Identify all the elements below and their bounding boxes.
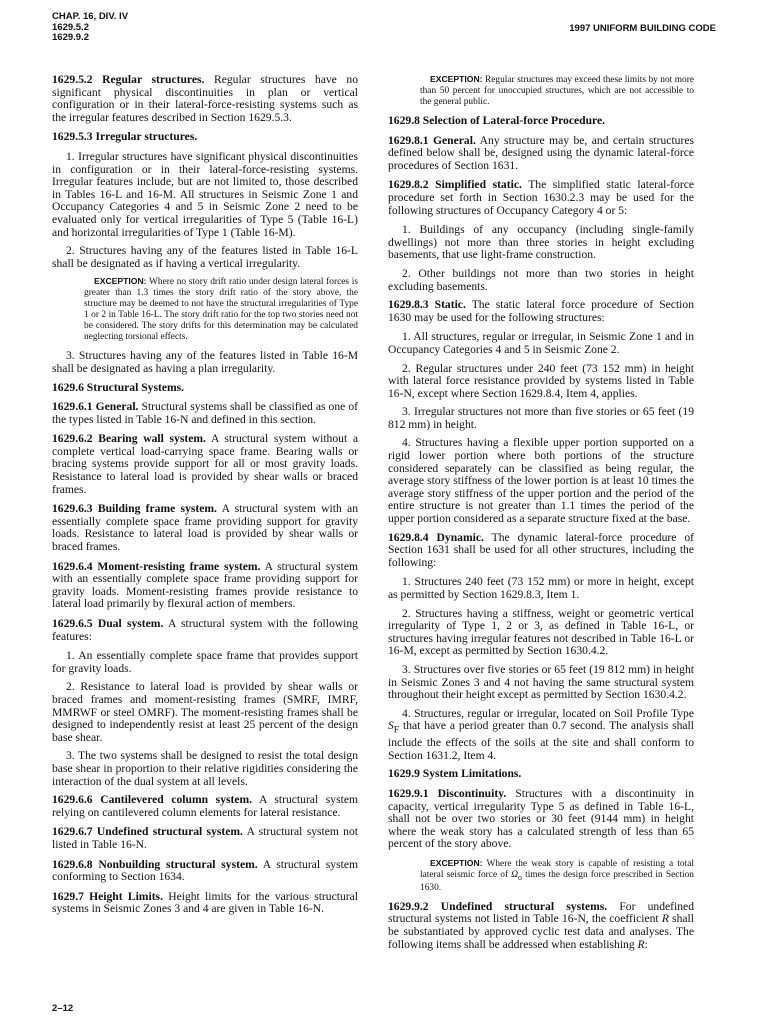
section-body: A structural system with an essentially complete space frame providing support for gravity loads. Resistance to lateral load is provided by shear walls or braced frames. (52, 502, 358, 554)
section-heading: 1629.8.3 Static. (388, 298, 466, 312)
section-heading: 1629.6.2 Bearing wall system. (52, 432, 206, 446)
section-body: For undefined structural systems not listed in Table 16-N, the coefficient (388, 899, 694, 926)
section-heading: 1629.8.4 Dynamic. (388, 530, 484, 544)
list-item: 3. Structures having any of the features listed in Table 16-M shall be designated as having a plan irregularity. (52, 349, 358, 375)
section-heading: 1629.6.5 Dual system. (52, 617, 164, 630)
section-1629-6-3 (52, 503, 358, 553)
header-section-start: 1629.5.2 (52, 21, 89, 33)
omega-subscript: o (518, 872, 522, 882)
section-body: A structural system conforming to Section 1634. (52, 857, 358, 884)
item-text: 4. Structures, regular or irregular, located on Soil Profile Type (402, 706, 694, 720)
list-item: 2. Structures having a stiffness, weight or geometric vertical irregularity of Type 1, 2 or 3, as defined in Table 16-L, or structures having irregular features not described in Table 16-L or 16-M, except as permitted by Section 1630.4.2. (388, 606, 694, 658)
list-item: 2. Structures having any of the features listed in Table 16-L shall be designated as if having a vertical irregularity. (52, 244, 358, 270)
list-item: 3. The two systems shall be designed to resist the total design base shear in proportion to their relative rigidities considering the interaction of the dual system at all levels. (52, 749, 358, 788)
r-symbol: R (661, 912, 669, 926)
soil-profile-subscript: F (393, 724, 400, 736)
exception-text: Where no story drift ratio under design lateral forces is greater than 1.3 times the story drift ratio of the story above, the structure may be deemed to not have the structural irregularities of Type 1 or 2 in Table 16-L. The story drift ratio for the top two stories need not be considered. The story drifts for this determination may be calculated neglecting torsional effects. (84, 277, 358, 343)
section-1629-6-1 (52, 401, 358, 426)
section-heading: 1629.6.8 Nonbuilding structural system. (52, 857, 258, 871)
section-1629-8-heading: 1629.8 Selection of Lateral-force Procedure. (388, 114, 605, 127)
section-heading: 1629.6.7 Undefined structural system. (52, 825, 243, 839)
exception-text: times the design force prescribed in Section 1630. (420, 870, 694, 893)
section-body: : (644, 937, 648, 951)
section-heading: 1629.6.4 Moment-resisting frame system. (52, 559, 261, 573)
section-body: A structural system with an essentially complete space frame providing support for gravity loads. Moment-resisting frames provide resistance to lateral load primarily by flexural action of members. (52, 559, 358, 611)
section-body: The dynamic lateral-force procedure of Section 1631 shall be used for all other structures, including the following: (388, 530, 694, 569)
list-item: 1. Buildings of any occupancy (including single-family dwellings) not more than three stories in height excluding basements, that use light-frame construction. (388, 223, 694, 262)
header-code-title: 1997 UNIFORM BUILDING CODE (569, 23, 716, 34)
section-1629-5-2 (52, 74, 358, 124)
section-body: A structural system with the following features: (52, 617, 358, 643)
list-item (388, 708, 694, 763)
section-body: The static lateral force procedure of Section 1630 may be used for the following structures: (388, 298, 694, 324)
section-body: Height limits for the various structural systems in Seismic Zones 3 and 4 are given in Table 16-N. (52, 889, 358, 916)
exception-text: Regular structures may exceed these limits by not more than 50 percent for unoccupied structures, which are not accessible to the general public. (420, 75, 694, 107)
header-section-end: 1629.9.2 (52, 32, 89, 43)
section-heading: 1629.6.1 General. (52, 400, 139, 414)
section-body: shall be substantiated by approved cyclic test data and analyses. The following items shall be addressed when establishing (388, 912, 694, 951)
section-1629-9-1 (388, 788, 694, 851)
section-1629-6-4 (52, 561, 358, 611)
section-1629-6-2 (52, 433, 358, 496)
section-body: A structural system relying on cantilevered column elements for lateral resistance. (52, 793, 358, 819)
page-number: 2–12 (52, 1003, 74, 1014)
list-item: 1. Irregular structures have significant physical discontinuities in configuration or in their lateral-force-resisting systems. Irregular features include, but are not limited to, those described in Tables 16-L and 16-M. All structures in Seismic Zone 1 and Occupancy Categories 4 and 5 in Seismic Zone 2 need to be evaluated only for vertical irregularities of Type 5 (Table 16-L) and horizontal irregularities of Type 1 (Table 16-M). (52, 149, 358, 239)
section-heading: 1629.7 Height Limits. (52, 889, 163, 903)
header-chapter: CHAP. 16, DIV. IV (52, 11, 129, 22)
list-item: 2. Regular structures under 240 feet (73 152 mm) in height with lateral force resistance provided by systems listed in Table 16-N, except where Section 1629.8.4, Item 4, applies. (388, 361, 694, 400)
section-heading: 1629.8.1 General. (388, 133, 476, 147)
right-column (388, 74, 694, 958)
exception-note (84, 276, 358, 343)
exception-text: Where the weak story is capable of resisting a total lateral seismic force of (420, 859, 694, 880)
page-header (52, 12, 716, 52)
section-1629-6-6 (52, 794, 358, 819)
section-1629-9-heading: 1629.9 System Limitations. (388, 767, 522, 781)
section-1629-7 (52, 891, 358, 916)
section-heading: 1629.9.2 Undefined structural systems. (388, 899, 608, 913)
section-heading: 1629.5.2 Regular structures. (52, 73, 205, 86)
list-item: 3. Irregular structures not more than five stories or 65 feet (19 812 mm) in height. (388, 405, 694, 431)
list-item: 4. Structures having a flexible upper portion supported on a rigid lower portion where both portions of the structure considered separately can be classified as being regular, the average story stiffness of the lower portion is at least 10 times the average story stiffness of the upper portion and the period of the entire structure is not greater than 1.1 times the period of the upper portion considered as a separate structure fixed at the base. (388, 436, 694, 526)
section-body: Structures with a discontinuity in capacity, vertical irregularity Type 5 as defined in Table 16-L, shall not be over two stories or 30 feet (9144 mm) in height where the weak story has a calculated strength of less than 65 percent of the story above. (388, 787, 695, 851)
section-1629-9-2 (388, 901, 694, 951)
section-1629-8-1 (388, 135, 694, 173)
section-heading: 1629.6.6 Cantilevered column system. (52, 793, 253, 807)
section-heading: 1629.9.1 Discontinuity. (388, 787, 507, 801)
section-heading: 1629.8.2 Simplified static. (388, 178, 522, 192)
list-item: 2. Resistance to lateral load is provided by shear walls or braced frames and moment-resisting frames (SMRF, IMRF, MMRWF or steel OMRF). The moment-resisting frames shall be designed to independently resist at least 25 percent of the design base shear. (52, 680, 358, 744)
list-item: 1. Structures 240 feet (73 152 mm) or more in height, except as permitted by Section 1629.8.3, Item 1. (388, 575, 694, 601)
list-item: 3. Structures over five stories or 65 feet (19 812 mm) in height in Seismic Zones 3 and 4 not having the same structural system throughout their height except as permitted by Section 1630.4.2. (388, 662, 694, 702)
item-text: that have a period greater than 0.7 second. The analysis shall include the effects of the soils at the site and shall conform to Section 1631.2, Item 4. (388, 719, 694, 762)
omega-symbol: Ω (511, 870, 519, 880)
header-chapter-block (52, 12, 128, 44)
left-column (52, 74, 358, 923)
list-item: 2. Other buildings not more than two stories in height excluding basements. (388, 266, 694, 293)
section-1629-6-7 (52, 826, 358, 851)
section-1629-6-heading: 1629.6 Structural Systems. (52, 380, 185, 394)
exception-note (420, 858, 694, 894)
section-1629-6-8 (52, 859, 358, 884)
r-symbol: R (637, 937, 645, 951)
exception-note (420, 74, 694, 108)
section-body: A structural system without a complete vertical load-carrying space frame. Bearing walls or bracing systems provide support for all or most gravity loads. Resistance to lateral load is provided by shear walls or braced frames. (52, 432, 358, 496)
section-body: Structural systems shall be classified as one of the types listed in Table 16-N and defined in this section. (52, 400, 358, 426)
section-1629-8-3 (388, 299, 694, 324)
list-item: 1. All structures, regular or irregular, in Seismic Zone 1 and in Occupancy Categories 4 and 5 in Seismic Zone 2. (388, 330, 694, 356)
section-1629-5-3-heading: 1629.5.3 Irregular structures. (52, 130, 198, 144)
section-1629-8-4 (388, 532, 694, 570)
exception-label: EXCEPTION: (430, 74, 483, 84)
section-body: The simplified static lateral-force procedure set forth in Section 1630.2.3 may be used for the following structures of Occupancy Category 4 or 5: (388, 178, 694, 217)
section-body: Any structure may be, and certain structures defined below shall be, designed using the dynamic lateral-force procedures of Section 1631. (388, 133, 694, 172)
exception-label: EXCEPTION: (430, 858, 483, 868)
section-body: Regular structures have no significant physical discontinuities in plan or vertical configuration or in their lateral-force-resisting systems such as the irregular features described in Section 1629.5.3. (52, 73, 358, 124)
section-1629-6-5 (52, 618, 358, 643)
list-item: 1. An essentially complete space frame that provides support for gravity loads. (52, 649, 358, 675)
exception-label: EXCEPTION: (94, 276, 147, 287)
section-1629-8-2 (388, 179, 694, 217)
section-body: A structural system not listed in Table 16-N. (52, 825, 358, 851)
soil-profile-symbol: S (388, 719, 394, 733)
section-heading: 1629.6.3 Building frame system. (52, 502, 217, 516)
